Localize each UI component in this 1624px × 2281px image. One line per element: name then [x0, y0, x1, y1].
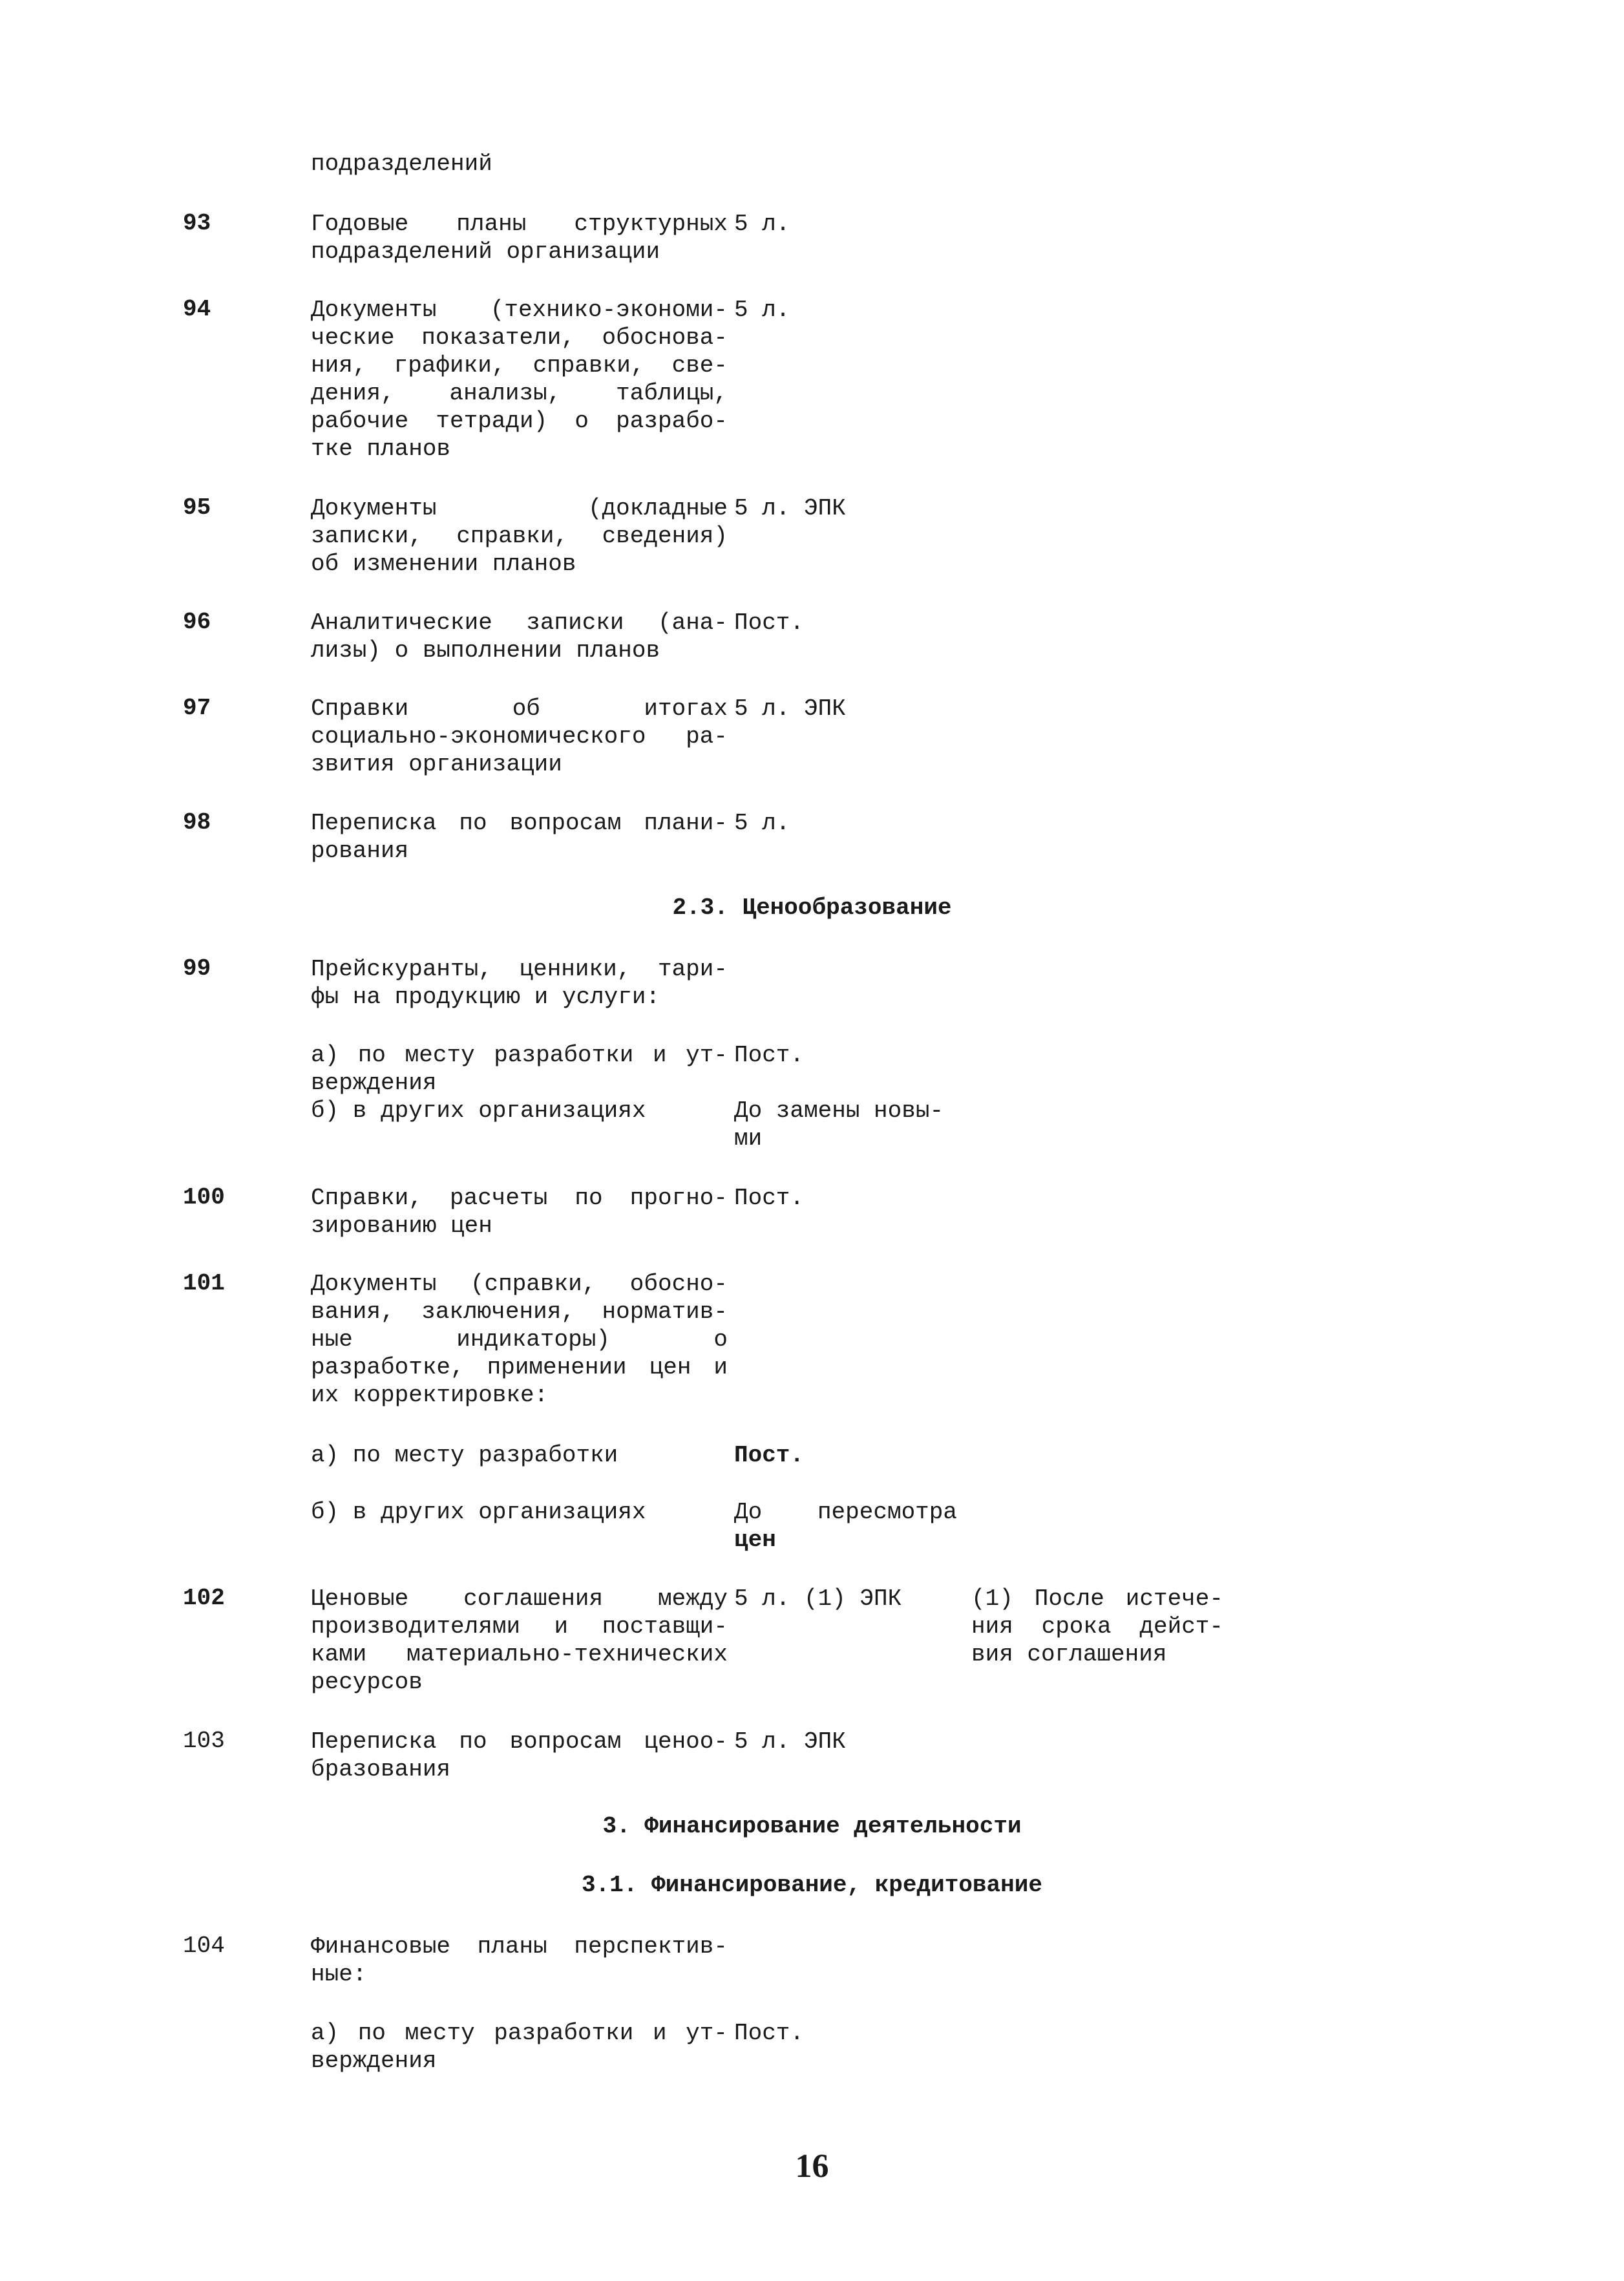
text-line: ния, графики, справки, све-	[311, 352, 728, 379]
term-line: ми	[734, 1125, 763, 1152]
section-heading: 3.1. Финансирование, кредитование	[582, 1872, 1042, 1898]
text-line: рабочие тетради) о разрабо-	[311, 408, 728, 434]
text-line: фы на продукцию и услуги:	[311, 984, 660, 1010]
text-line: Годовые планы структурных	[311, 211, 728, 237]
text-line: записки, справки, сведения)	[311, 523, 728, 549]
note-line: вия соглашения	[971, 1641, 1167, 1668]
text-line: Аналитические записки (ана-	[311, 610, 728, 636]
term-line: До пересмотра	[734, 1499, 957, 1525]
item-subpoint	[311, 1498, 728, 1526]
term-line: Пост.	[734, 1042, 805, 1068]
item-subpoint	[311, 2019, 728, 2075]
item-number: 98	[183, 809, 211, 836]
item-number: 100	[183, 1184, 225, 1211]
term-line: Пост.	[734, 610, 805, 636]
item-description	[311, 296, 728, 463]
text-line: верждения	[311, 2048, 437, 2074]
item-description	[311, 1184, 728, 1240]
text-line: Документы (технико-экономи-	[311, 297, 728, 323]
text-line: бразования	[311, 1756, 451, 1783]
term-line: 5 л. ЭПК	[734, 495, 846, 522]
term-line: Пост.	[734, 2020, 805, 2046]
note-line: ния срока дейст-	[971, 1613, 1223, 1640]
retention-term	[734, 296, 790, 324]
text-line: подразделений	[311, 151, 492, 177]
footnote-remark	[971, 1585, 1223, 1668]
text-line: Переписка по вопросам плани-	[311, 810, 728, 836]
text-line: б) в других организациях	[311, 1499, 646, 1525]
retention-term	[734, 695, 846, 723]
text-line: разработке, применении цен и	[311, 1354, 728, 1381]
text-line: а) по месту разработки и ут-	[311, 1042, 728, 1068]
item-subpoint	[311, 1097, 728, 1125]
item-number: 104	[183, 1933, 225, 1959]
text-line: Справки, расчеты по прогно-	[311, 1185, 728, 1211]
term-line: 5 л.	[734, 810, 790, 836]
text-line: Справки об итогах	[311, 695, 728, 722]
text-line: социально-экономического ра-	[311, 723, 728, 750]
text-line: их корректировке:	[311, 1382, 549, 1408]
term-line: Пост.	[734, 1442, 805, 1469]
item-number: 101	[183, 1270, 225, 1297]
text-line: производителями и поставщи-	[311, 1613, 728, 1640]
item-description	[311, 210, 728, 266]
item-number: 99	[183, 955, 211, 982]
item-subpoint	[311, 1441, 728, 1469]
item-description	[311, 955, 728, 1011]
text-line: ные:	[311, 1961, 367, 1988]
term-line: 5 л. ЭПК	[734, 695, 846, 722]
item-subpoint	[311, 1041, 728, 1097]
note-line: (1) После истече-	[971, 1586, 1223, 1612]
text-line: зированию цен	[311, 1213, 492, 1239]
text-line: об изменении планов	[311, 551, 576, 577]
text-line: звития организации	[311, 751, 562, 778]
item-description	[311, 1933, 728, 1988]
retention-term	[734, 1498, 957, 1554]
page-number: 16	[795, 2148, 829, 2185]
item-number: 94	[183, 296, 211, 323]
retention-term	[734, 2019, 804, 2047]
term-line: 5 л.	[734, 211, 790, 237]
term-line: До замены новы-	[734, 1098, 944, 1124]
retention-term	[734, 809, 790, 837]
retention-term	[734, 1041, 804, 1069]
term-line: 5 л.	[734, 297, 790, 323]
retention-term	[734, 1728, 846, 1756]
term-line: цен	[734, 1527, 776, 1553]
text-line: вания, заключения, норматив-	[311, 1299, 728, 1325]
section-heading: 2.3. Ценообразование	[672, 895, 952, 921]
item-number: 96	[183, 609, 211, 635]
text-line: Финансовые планы перспектив-	[311, 1933, 728, 1960]
text-line: ресурсов	[311, 1669, 423, 1695]
text-line: ками материально-технических	[311, 1641, 728, 1668]
item-number: 95	[183, 494, 211, 521]
item-number: 102	[183, 1585, 225, 1611]
item-number: 103	[183, 1728, 225, 1754]
text-line: б) в других организациях	[311, 1098, 646, 1124]
row-continuation	[311, 150, 728, 178]
text-line: Документы (справки, обосно-	[311, 1271, 728, 1297]
term-line: Пост.	[734, 1185, 805, 1211]
retention-term	[734, 1441, 804, 1469]
text-line: подразделений организации	[311, 239, 660, 265]
text-line: Прейскуранты, ценники, тари-	[311, 956, 728, 982]
text-line: дения, анализы, таблицы,	[311, 380, 728, 407]
text-line: Документы (докладные	[311, 495, 728, 522]
text-line: верждения	[311, 1070, 437, 1096]
item-number: 93	[183, 210, 211, 237]
retention-term	[734, 609, 804, 637]
item-description	[311, 809, 728, 865]
item-description	[311, 1270, 728, 1409]
text-line: а) по месту разработки и ут-	[311, 2020, 728, 2046]
text-line: лизы) о выполнении планов	[311, 637, 660, 664]
item-description	[311, 695, 728, 778]
retention-term	[734, 1097, 944, 1152]
retention-term	[734, 210, 790, 238]
text-line: а) по месту разработки	[311, 1442, 618, 1469]
item-description	[311, 1585, 728, 1696]
retention-term	[734, 494, 846, 522]
text-line: рования	[311, 838, 409, 864]
item-description	[311, 494, 728, 578]
item-description	[311, 609, 728, 664]
term-line: 5 л. ЭПК	[734, 1728, 846, 1755]
text-line: Переписка по вопросам ценоо-	[311, 1728, 728, 1755]
chapter-heading: 3. Финансирование деятельности	[602, 1813, 1022, 1840]
text-line: тке планов	[311, 436, 451, 462]
text-line: Ценовые соглашения между	[311, 1586, 728, 1612]
retention-term	[734, 1585, 902, 1613]
term-line: 5 л. (1) ЭПК	[734, 1586, 902, 1612]
text-line: ческие показатели, обоснова-	[311, 324, 728, 351]
item-number: 97	[183, 695, 211, 721]
item-description	[311, 1728, 728, 1783]
text-line: ные индикаторы) о	[311, 1326, 728, 1353]
retention-term	[734, 1184, 804, 1212]
